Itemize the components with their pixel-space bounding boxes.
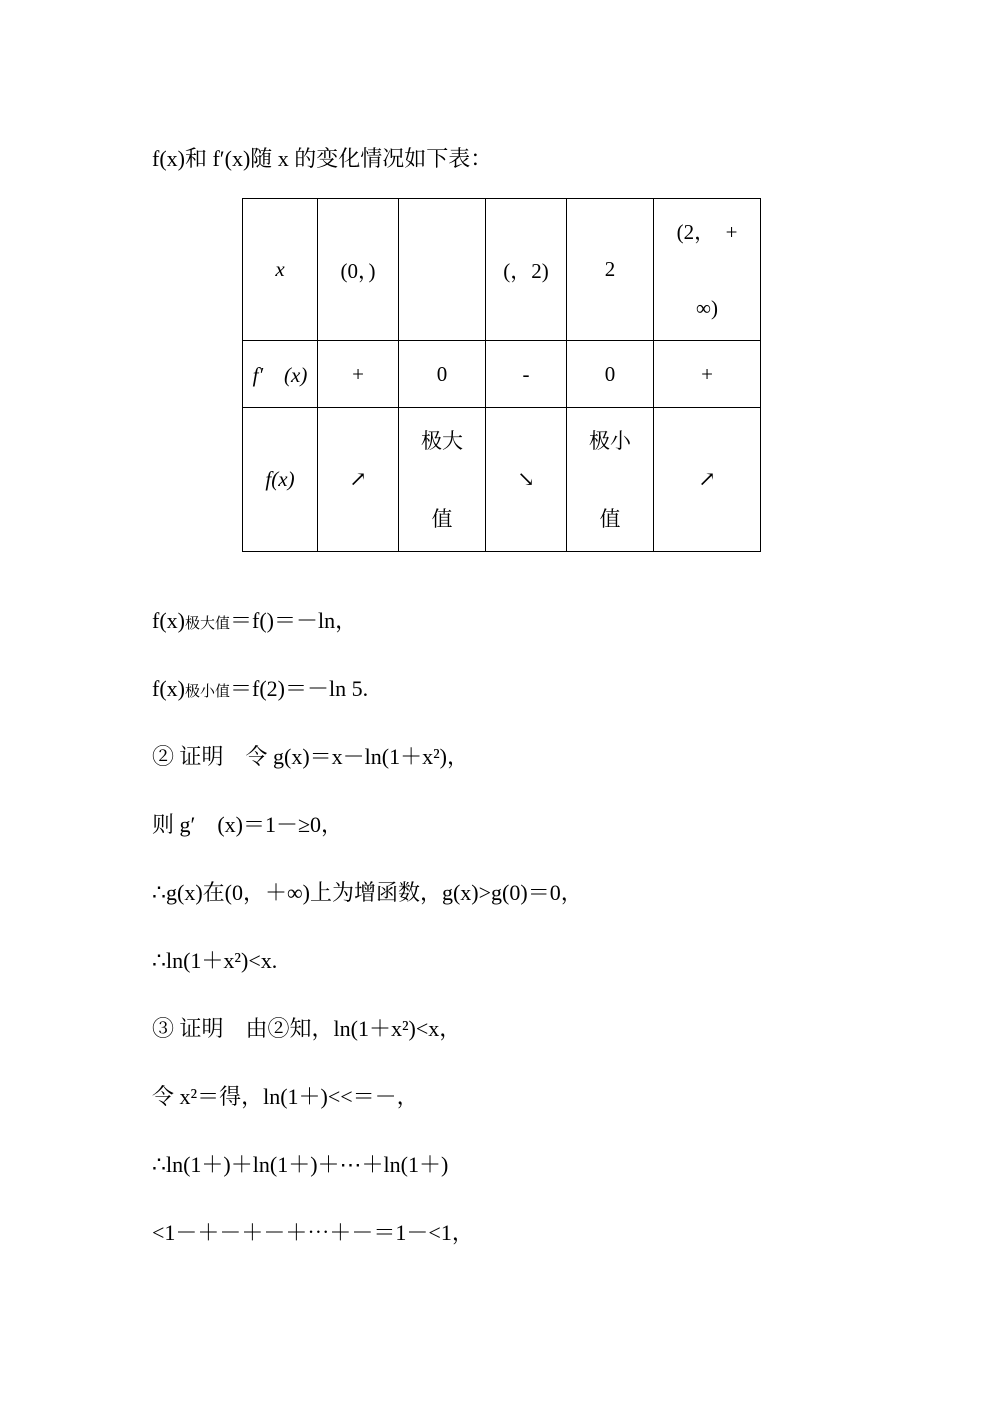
min-value-pre: f(x) <box>152 676 185 701</box>
proof-2-conclusion: ∴ln(1＋x²)<x. <box>152 948 278 973</box>
table-cell: + <box>318 341 399 408</box>
min-value-line <box>152 674 368 706</box>
cell-line: 极大 <box>421 428 463 453</box>
proof-2-intro: ② 证明 令 g(x)＝x－ln(1＋x²)， <box>152 744 470 769</box>
cell-line: 极小 <box>589 428 631 453</box>
table-cell <box>399 408 486 552</box>
max-value-line <box>152 606 357 638</box>
table-row-derivative <box>243 341 761 408</box>
table-row-function <box>243 408 761 552</box>
max-value-pre: f(x) <box>152 608 185 633</box>
proof-3-bound: <1－＋－＋－＋⋯＋－＝1－<1， <box>152 1220 474 1245</box>
table-cell: f(x) <box>243 408 318 552</box>
intro-text: f(x)和 f′(x)随 x 的变化情况如下表： <box>152 146 493 171</box>
proof-3-intro: ③ 证明 由②知，ln(1＋x²)<x， <box>152 1016 462 1041</box>
cell-line: ∞) <box>696 295 718 320</box>
table-cell <box>399 199 486 341</box>
min-value-sub: 极小值 <box>184 682 230 700</box>
table-cell: (，2) <box>486 199 567 341</box>
cell-line: 值 <box>599 506 621 531</box>
table-cell: 0 <box>399 341 486 408</box>
increasing-arrow-icon: ↗ <box>654 408 761 552</box>
table-cell: + <box>654 341 761 408</box>
proof-3-sum: ∴ln(1＋)＋ln(1＋)＋⋯＋ln(1＋) <box>152 1152 449 1177</box>
cell-line: (2， + <box>676 219 738 244</box>
variation-table <box>242 198 761 552</box>
table-cell: f′ (x) <box>243 341 318 408</box>
proof-3-substitution: 令 x²＝得，ln(1＋)<<＝－， <box>152 1084 419 1109</box>
cell-line: 值 <box>431 506 453 531</box>
max-value-post: ＝f()＝－ln， <box>230 608 358 633</box>
proof-2-derivative: 则 g′ (x)＝1－≥0， <box>152 812 344 837</box>
table-cell: (0，) <box>318 199 399 341</box>
max-value-sub: 极大值 <box>184 614 230 632</box>
table-cell: x <box>243 199 318 341</box>
table-cell: 2 <box>567 199 654 341</box>
decreasing-arrow-icon: ↘ <box>486 408 567 552</box>
table-cell: 0 <box>567 341 654 408</box>
table-cell <box>567 408 654 552</box>
increasing-arrow-icon: ↗ <box>318 408 399 552</box>
table-row-x <box>243 199 761 341</box>
table-cell: - <box>486 341 567 408</box>
table-cell <box>654 199 761 341</box>
min-value-post: ＝f(2)＝－ln 5. <box>230 676 369 701</box>
proof-2-increasing: ∴g(x)在(0，＋∞)上为增函数，g(x)>g(0)＝0， <box>152 880 583 905</box>
